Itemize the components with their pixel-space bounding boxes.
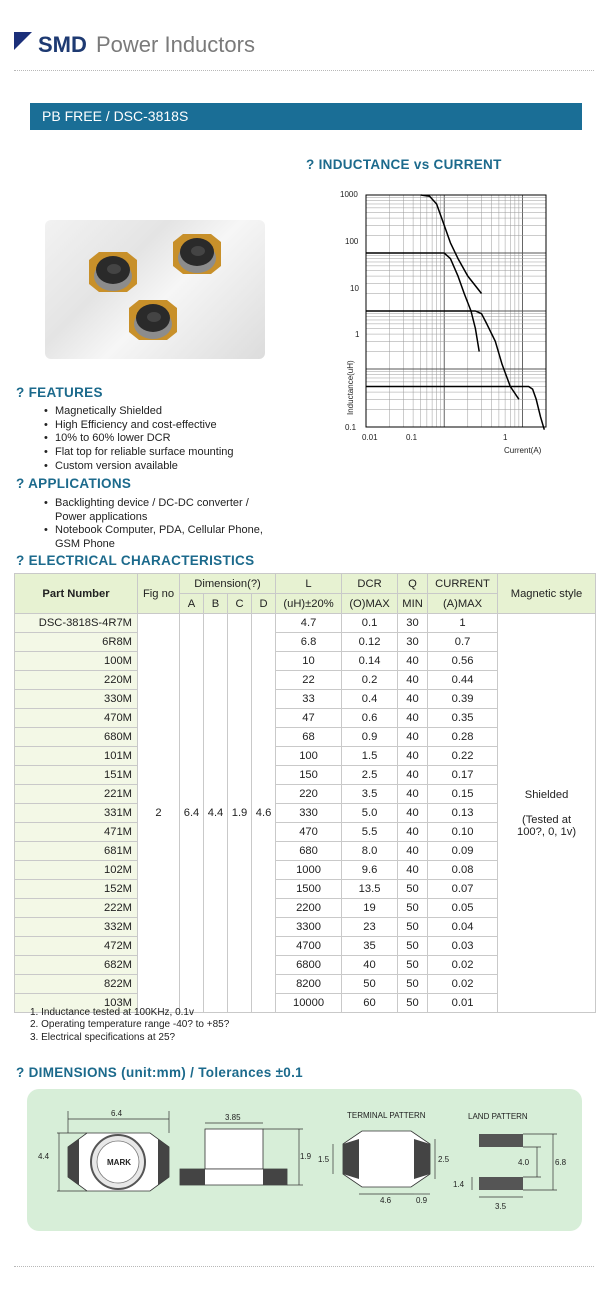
top-height-label: 4.4 [38, 1152, 50, 1161]
cell-part-number: 822M [15, 975, 138, 994]
cell-part-number: 103M [15, 994, 138, 1013]
cell-current: 0.28 [428, 728, 498, 747]
note-line: 2. Operating temperature range -40? to +85? [30, 1019, 230, 1031]
list-item: • Magnetically Shielded [42, 405, 234, 419]
cell-l: 150 [276, 766, 342, 785]
cell-current: 0.07 [428, 880, 498, 899]
cell-current: 0.22 [428, 747, 498, 766]
cell-part-number: 152M [15, 880, 138, 899]
cell-current: 0.09 [428, 842, 498, 861]
col-l: L [276, 574, 342, 594]
cell-current: 0.02 [428, 975, 498, 994]
land-pattern-title: LAND PATTERN [468, 1112, 528, 1121]
list-item-line: Power applications [55, 510, 148, 523]
y-tick-label: 100 [345, 237, 359, 246]
list-item: • 10% to 60% lower DCR [42, 432, 234, 446]
cell-dcr: 0.9 [342, 728, 398, 747]
cell-part-number: 470M [15, 709, 138, 728]
cell-dcr: 0.2 [342, 671, 398, 690]
col-magnetic-style: Magnetic style [498, 574, 596, 614]
brand-bold: SMD [38, 32, 87, 57]
cell-part-number: 681M [15, 842, 138, 861]
cell-l: 6800 [276, 956, 342, 975]
chart-series-group [366, 195, 544, 430]
cell-dcr: 50 [342, 975, 398, 994]
footer-divider [14, 1266, 594, 1267]
col-q: Q [398, 574, 428, 594]
cell-part-number: 471M [15, 823, 138, 842]
cell-part-number: 331M [15, 804, 138, 823]
col-dim-d: D [252, 594, 276, 614]
col-fig-no: Fig no [138, 574, 180, 614]
side-height-label: 1.9 [300, 1152, 312, 1161]
col-q-sub: MIN [398, 594, 428, 614]
cell-dcr: 2.5 [342, 766, 398, 785]
cell-dcr: 19 [342, 899, 398, 918]
land-pad-label: 1.4 [453, 1180, 465, 1189]
cell-dcr: 8.0 [342, 842, 398, 861]
cell-q: 40 [398, 766, 428, 785]
cell-q: 50 [398, 956, 428, 975]
cell-dcr: 9.6 [342, 861, 398, 880]
cell-q: 50 [398, 899, 428, 918]
y-tick-label: 1000 [340, 190, 358, 199]
land-pad-bottom [479, 1177, 523, 1190]
side-width-label: 3.85 [225, 1113, 241, 1122]
terminal-pattern-title: TERMINAL PATTERN [347, 1111, 426, 1120]
x-tick-label: 1 [503, 433, 508, 442]
cell-dcr: 3.5 [342, 785, 398, 804]
cell-l: 47 [276, 709, 342, 728]
cell-q: 40 [398, 842, 428, 861]
cell-q: 40 [398, 728, 428, 747]
magnetic-style-line: (Tested at [521, 813, 572, 826]
series-line [366, 387, 544, 430]
cell-magnetic-style [498, 614, 596, 1013]
cell-part-number: 472M [15, 937, 138, 956]
cell-current: 0.08 [428, 861, 498, 880]
cell-l: 100 [276, 747, 342, 766]
col-dim-c: C [228, 594, 252, 614]
cell-q: 40 [398, 652, 428, 671]
cell-dcr: 60 [342, 994, 398, 1013]
cell-l: 330 [276, 804, 342, 823]
mark-label: MARK [107, 1158, 131, 1167]
x-axis-label: Current(A) [504, 446, 542, 455]
cell-l: 22 [276, 671, 342, 690]
list-item-line: Notebook Computer, PDA, Cellular Phone, [55, 524, 263, 537]
col-l-sub: (uH)±20% [276, 594, 342, 614]
product-photo [45, 220, 265, 359]
cell-current: 0.17 [428, 766, 498, 785]
list-item-line: Backlighting device / DC-DC converter / [55, 497, 249, 509]
cell-q: 30 [398, 614, 428, 633]
cell-part-number: 222M [15, 899, 138, 918]
cell-part-number: DSC-3818S-4R7M [15, 614, 138, 633]
land-pattern-drawing [453, 1112, 567, 1211]
side-view-drawing [180, 1113, 312, 1185]
cell-q: 50 [398, 918, 428, 937]
cell-dim-a: 6.4 [180, 614, 204, 1013]
col-dcr-sub: (O)MAX [342, 594, 398, 614]
cell-q: 50 [398, 937, 428, 956]
product-bar [30, 103, 582, 130]
cell-q: 50 [398, 994, 428, 1013]
cell-q: 50 [398, 880, 428, 899]
land-pad-top [479, 1134, 523, 1147]
list-item [42, 524, 263, 551]
electrical-table [14, 573, 596, 1013]
series-line [421, 195, 482, 294]
cell-current: 0.05 [428, 899, 498, 918]
cell-dcr: 0.6 [342, 709, 398, 728]
top-width-label: 6.4 [111, 1109, 123, 1118]
cell-dim-d: 4.6 [252, 614, 276, 1013]
note-line: 1. Inductance tested at 100KHz, 0.1v [30, 1007, 194, 1018]
y-tick-label: 10 [350, 284, 359, 293]
cell-q: 40 [398, 709, 428, 728]
land-gap-label: 4.0 [518, 1158, 530, 1167]
cell-current: 0.56 [428, 652, 498, 671]
cell-dim-b: 4.4 [204, 614, 228, 1013]
cell-part-number: 680M [15, 728, 138, 747]
cell-l: 33 [276, 690, 342, 709]
cell-dcr: 0.12 [342, 633, 398, 652]
cell-part-number: 220M [15, 671, 138, 690]
cell-current: 0.10 [428, 823, 498, 842]
cell-current: 0.44 [428, 671, 498, 690]
col-dimension: Dimension(?) [180, 574, 276, 594]
list-item-line: GSM Phone [55, 538, 115, 551]
col-part-number: Part Number [15, 574, 138, 614]
cell-current: 0.02 [428, 956, 498, 975]
x-tick-label: 0.1 [406, 433, 418, 442]
cell-current: 0.03 [428, 937, 498, 956]
cell-part-number: 221M [15, 785, 138, 804]
features-list [42, 405, 234, 474]
dimensions-heading: ? DIMENSIONS (unit:mm) / Tolerances ±0.1 [16, 1065, 303, 1080]
cell-l: 68 [276, 728, 342, 747]
cell-part-number: 332M [15, 918, 138, 937]
land-width-label: 3.5 [495, 1202, 507, 1211]
cell-dcr: 40 [342, 956, 398, 975]
magnetic-style-line: Shielded [524, 788, 569, 801]
table-row [15, 614, 596, 633]
inductor-image [45, 220, 265, 359]
cell-current: 0.01 [428, 994, 498, 1013]
cell-part-number: 6R8M [15, 633, 138, 652]
dimension-drawings [27, 1089, 582, 1231]
cell-part-number: 101M [15, 747, 138, 766]
col-current-sub: (A)MAX [428, 594, 498, 614]
list-item: • Custom version available [42, 460, 234, 474]
brand-triangle-icon [14, 32, 32, 50]
cell-l: 6.8 [276, 633, 342, 652]
cell-l: 4700 [276, 937, 342, 956]
applications-list [42, 497, 263, 552]
land-total-label: 6.8 [555, 1158, 567, 1167]
cell-current: 0.04 [428, 918, 498, 937]
cell-dcr: 13.5 [342, 880, 398, 899]
cell-current: 0.15 [428, 785, 498, 804]
cell-dcr: 35 [342, 937, 398, 956]
cell-dcr: 0.14 [342, 652, 398, 671]
cell-l: 1500 [276, 880, 342, 899]
list-item [42, 497, 263, 524]
series-line [366, 253, 479, 352]
y-tick-label: 1 [355, 330, 360, 339]
cell-q: 40 [398, 804, 428, 823]
terminal-pattern-drawing [318, 1111, 450, 1205]
cell-part-number: 682M [15, 956, 138, 975]
cell-q: 40 [398, 785, 428, 804]
terminal-w1-label: 4.6 [380, 1196, 392, 1205]
electrical-table-body [15, 614, 596, 1013]
electrical-heading: ? ELECTRICAL CHARACTERISTICS [16, 553, 255, 568]
cell-l: 2200 [276, 899, 342, 918]
cell-dcr: 0.4 [342, 690, 398, 709]
x-tick-label: 0.01 [362, 433, 378, 442]
col-current: CURRENT [428, 574, 498, 594]
cell-dcr: 1.5 [342, 747, 398, 766]
cell-l: 470 [276, 823, 342, 842]
col-dcr: DCR [342, 574, 398, 594]
cell-current: 0.13 [428, 804, 498, 823]
cell-q: 30 [398, 633, 428, 652]
cell-part-number: 100M [15, 652, 138, 671]
cell-part-number: 151M [15, 766, 138, 785]
features-heading: ? FEATURES [16, 385, 103, 400]
brand-rest: Power Inductors [96, 32, 255, 57]
terminal-h2-label: 2.5 [438, 1155, 450, 1164]
cell-dcr: 5.5 [342, 823, 398, 842]
y-axis-label: Inductance(uH) [346, 360, 355, 415]
y-tick-label: 0.1 [345, 423, 357, 432]
cell-l: 220 [276, 785, 342, 804]
cell-l: 3300 [276, 918, 342, 937]
cell-q: 40 [398, 861, 428, 880]
cell-dim-c: 1.9 [228, 614, 252, 1013]
cell-l: 8200 [276, 975, 342, 994]
cell-dcr: 0.1 [342, 614, 398, 633]
magnetic-style-line: 100?, 0, 1v) [516, 825, 577, 838]
cell-dcr: 5.0 [342, 804, 398, 823]
cell-current: 0.39 [428, 690, 498, 709]
terminal-h1-label: 1.5 [318, 1155, 330, 1164]
graph-heading: ? INDUCTANCE vs CURRENT [306, 157, 502, 172]
cell-l: 1000 [276, 861, 342, 880]
dimensions-panel [27, 1089, 582, 1231]
electrical-notes [30, 1007, 229, 1044]
inductance-current-chart [336, 180, 556, 460]
cell-l: 680 [276, 842, 342, 861]
cell-part-number: 330M [15, 690, 138, 709]
note-line: 3. Electrical specifications at 25? [30, 1031, 176, 1043]
cell-current: 0.35 [428, 709, 498, 728]
list-item: • Flat top for reliable surface mounting [42, 446, 234, 460]
list-item: • High Efficiency and cost-effective [42, 419, 234, 433]
col-dim-b: B [204, 594, 228, 614]
cell-l: 4.7 [276, 614, 342, 633]
cell-current: 1 [428, 614, 498, 633]
cell-l: 10000 [276, 994, 342, 1013]
top-view-drawing [38, 1109, 169, 1191]
cell-q: 40 [398, 690, 428, 709]
cell-part-number: 102M [15, 861, 138, 880]
cell-q: 40 [398, 823, 428, 842]
cell-fig-no: 2 [138, 614, 180, 1013]
header-divider [14, 70, 594, 71]
applications-heading: ? APPLICATIONS [16, 476, 132, 491]
cell-current: 0.7 [428, 633, 498, 652]
cell-dcr: 23 [342, 918, 398, 937]
cell-q: 40 [398, 747, 428, 766]
cell-l: 10 [276, 652, 342, 671]
cell-q: 40 [398, 671, 428, 690]
terminal-w2-label: 0.9 [416, 1196, 428, 1205]
cell-q: 50 [398, 975, 428, 994]
product-title: PB FREE / DSC-3818S [42, 108, 189, 124]
col-dim-a: A [180, 594, 204, 614]
